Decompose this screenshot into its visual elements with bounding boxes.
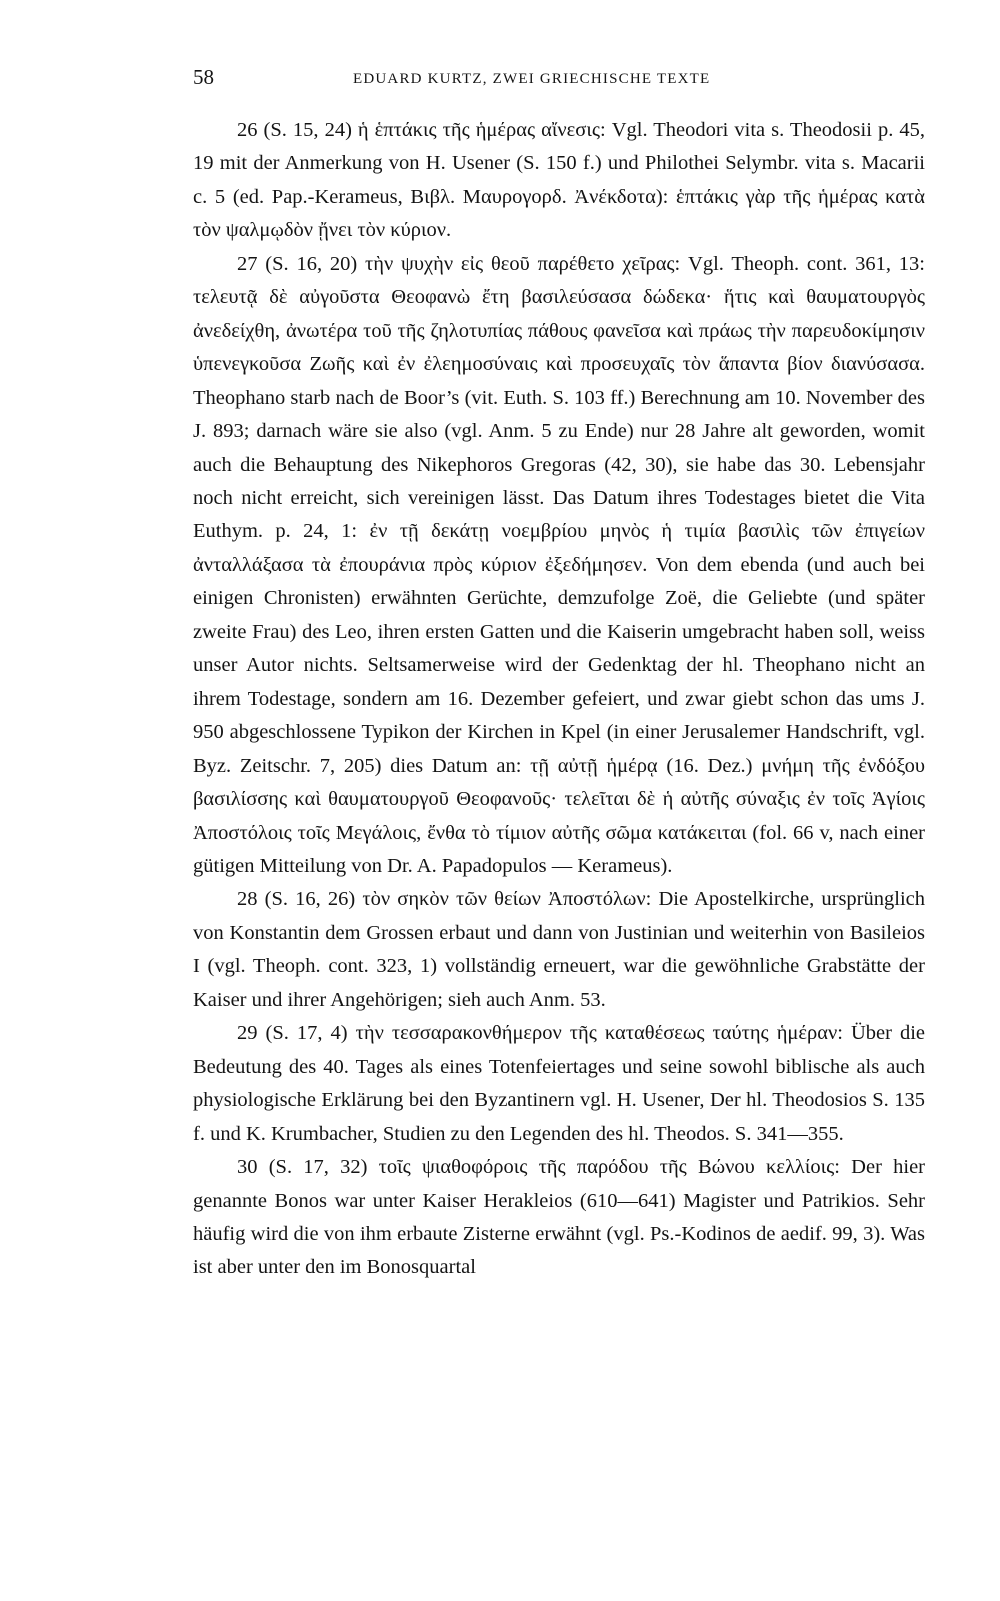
note-30-paragraph: 30 (S. 17, 32) τοῖς ψιαθοφόροις τῆς παρόδου τῆς Βώνου κελλίοις: Der hier genannte Bonos war unter Kaiser Herakleios (610—641) Magister und Patrikios. Sehr häufig wird die von ihm erbaute Zisterne erwähnt (vgl. Ps.-Kodinos de aedif. 99, 3). Was ist aber unter den im Bonosquartal xyxy=(193,1156,925,1279)
note-26-paragraph: 26 (S. 15, 24) ἡ ἑπτάκις τῆς ἡμέρας αἴνεσις: Vgl. Theodori vita s. Theodosii p. 45, 19 mit der Anmerkung von H. Usener (S. 150 f.) und Philothei Selymbr. vita s. Macarii c. 5 (ed. Pap.-Kerameus, Βιβλ. Μαυρογορδ. Ἀνέκδοτα): ἑπτάκις γὰρ τῆς ἡμέρας κατὰ τὸν ψαλμῳδὸν ᾔνει τὸν κύριον. xyxy=(193,119,925,242)
running-title: EDUARD KURTZ, ZWEI GRIECHISCHE TEXTE xyxy=(353,71,711,87)
note-29-paragraph: 29 (S. 17, 4) τὴν τεσσαρακονθήμερον τῆς καταθέσεως ταύτης ἡμέραν: Über die Bedeutung des 40. Tages als eines Totenfeiertages und seine sowohl biblische als auch physiologische Erklärung bei den Byzantinern vgl. H. Usener, Der hl. Theodosios S. 135 f. und K. Krumbacher, Studien zu den Legenden des hl. Theodos. S. 341—355. xyxy=(193,1022,925,1145)
body-text xyxy=(193,114,925,1285)
note-27-paragraph: 27 (S. 16, 20) τὴν ψυχὴν εἰς θεοῦ παρέθετο χεῖρας: Vgl. Theoph. cont. 361, 13: τελευτᾷ δὲ αὐγοῦστα Θεοφανὼ ἔτη βασιλεύσασα δώδεκα· ἥτις καὶ θαυματουργὸς ἀνεδείχθη, ἀνωτέρα τοῦ τῆς ζηλοτυπίας πάθους φανεῖσα καὶ πράως τὴν παρευδοκίμησιν ὑπενεγκοῦσα Ζωῆς καὶ ἐν ἐλεημοσύναις καὶ προσευχαῖς τὸν ἅπαντα βίον διανύσασα. Theophano starb nach de Boor’s (vit. Euth. S. 103 ff.) Berechnung am 10. November des J. 893; darnach wäre sie also (vgl. Anm. 5 zu Ende) nur 28 Jahre alt geworden, womit auch die Behauptung des Nikephoros Gregoras (42, 30), sie habe das 30. Lebensjahr noch nicht erreicht, sich vereinigen lässt. Das Datum ihres Todestages bietet die Vita Euthym. p. 24, 1: ἐν τῇ δεκάτῃ νοεμβρίου μηνὸς ἡ τιμία βασιλὶς τῶν ἐπιγείων ἀνταλλάξασα τὰ ἐπουράνια πρὸς κύριον ἐξεδήμησεν. Von dem ebenda (und auch bei einigen Chronisten) erwähnten Gerüchte, demzufolge Zoë, die Geliebte (und später zweite Frau) des Leo, ihren ersten Gatten und die Kaiserin umgebracht haben soll, weiss unser Autor nichts. Seltsamerweise wird der Gedenktag der hl. Theophano nicht an ihrem Todestage, sondern am 16. Dezember gefeiert, und zwar giebt schon das ums J. 950 abgeschlossene Typikon der Kirchen in Kpel (in einer Jerusalemer Handschrift, vgl. Byz. Zeitschr. 7, 205) dies Datum an: τῇ αὐτῇ ἡμέρᾳ (16. Dez.) μνήμη τῆς ἐνδόξου βασιλίσσης καὶ θαυματουργοῦ Θεοφανοῦς· τελεῖται δὲ ἡ αὐτῆς σύναξις ἐν τοῖς Ἁγίοις Ἀποστόλοις τοῖς Μεγάλοις, ἔνθα τὸ τίμιον αὐτῆς σῶμα κατάκειται (fol. 66 v, nach einer gütigen Mitteilung von Dr. A. Papadopulos — Kerameus). xyxy=(193,252,925,877)
note-28-paragraph: 28 (S. 16, 26) τὸν σηκὸν τῶν θείων Ἀποστόλων: Die Apostelkirche, ursprünglich von Konstantin dem Grossen erbaut und dann von Justinian und weiterhin von Basileios I (vgl. Theoph. cont. 323, 1) vollständig erneuert, war die gewöhnliche Grabstätte der Kaiser und ihrer Angehörigen; sieh auch Anm. 53. xyxy=(193,888,925,1011)
running-head xyxy=(193,62,925,92)
page-number: 58 xyxy=(193,65,214,89)
